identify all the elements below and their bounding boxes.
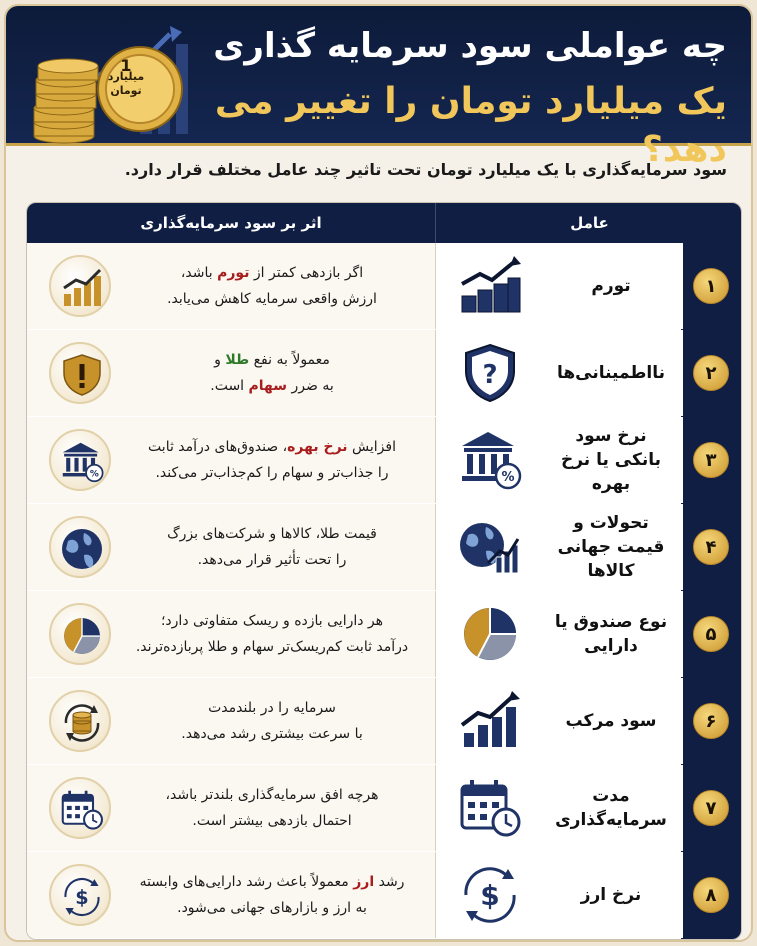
factor-name: مدت سرمایه‌گذاری xyxy=(555,786,667,830)
row-number-badge: ۱ xyxy=(693,268,729,304)
effect-highlight: طلا xyxy=(225,352,250,368)
factor-cell xyxy=(435,243,683,329)
factor-cell xyxy=(435,765,683,851)
effect-text xyxy=(127,852,417,938)
effect-text-segment: معمولاً به نفع xyxy=(249,352,330,368)
effect-cell xyxy=(27,330,435,416)
effect-line1 xyxy=(161,608,383,634)
effect-cell xyxy=(27,765,435,851)
effect-text xyxy=(127,330,417,416)
factor-name: تورم xyxy=(591,276,631,296)
effect-line1 xyxy=(208,695,336,721)
effect-text xyxy=(127,504,417,590)
effect-line2 xyxy=(155,460,388,486)
effect-text-segment: را تحت تأثیر قرار می‌دهد. xyxy=(197,552,347,568)
effect-line2 xyxy=(198,547,347,573)
infographic-frame xyxy=(4,4,753,942)
effect-cell xyxy=(27,852,435,938)
svg-text:$: $ xyxy=(480,879,500,912)
effect-highlight: ارز xyxy=(353,874,375,890)
effect-line2 xyxy=(167,286,377,312)
coin-label: میلیارد تومان xyxy=(107,70,145,97)
effect-text-segment: هرچه افق سرمایه‌گذاری بلندتر باشد، xyxy=(165,787,379,803)
factor-cell xyxy=(435,504,683,590)
row-number-badge: ۶ xyxy=(693,703,729,739)
effect-line2 xyxy=(192,808,351,834)
effect-text xyxy=(127,417,417,503)
effect-text-segment: با سرعت بیشتری رشد می‌دهد. xyxy=(181,726,363,742)
table-row xyxy=(27,591,683,677)
title-line-1: چه عواملی سود سرمایه گذاری xyxy=(213,26,727,66)
effect-text-segment: درآمد ثابت کم‌ریسک‌تر سهام و طلا پربازده‌ترند. xyxy=(135,639,409,655)
effect-text xyxy=(127,678,417,764)
table-row xyxy=(27,243,683,329)
effect-text xyxy=(127,765,417,851)
effect-text-segment: ، صندوق‌های درآمد ثابت xyxy=(148,439,288,455)
table-row xyxy=(27,678,683,764)
bar-chart-icon xyxy=(49,255,111,317)
effect-highlight: سهام xyxy=(248,378,288,394)
effect-text-segment: رشد xyxy=(374,874,405,890)
effect-text-segment: اگر بازدهی کمتر از xyxy=(249,265,364,281)
bank-percent-icon xyxy=(49,429,111,491)
factor-cell xyxy=(435,852,683,938)
effect-line1 xyxy=(140,869,405,895)
effect-line2 xyxy=(136,634,408,660)
coin-number: 1 xyxy=(120,56,132,75)
intro-text: سود سرمایه‌گذاری با یک میلیارد تومان تحت تاثیر چند عامل مختلف قرار دارد. xyxy=(124,160,727,179)
factor-name: نرخ سود بانکی یا نرخ بهره xyxy=(560,426,662,494)
effect-text-segment: را جذاب‌تر و سهام را کم‌جذاب‌تر می‌کند. xyxy=(155,465,389,481)
effect-text-segment: باشد، xyxy=(180,265,218,281)
effect-text-segment: است. xyxy=(210,378,249,394)
number-column xyxy=(681,243,741,940)
effect-line1 xyxy=(165,782,378,808)
column-header-effect: اثر بر سود سرمایه‌گذاری xyxy=(140,214,322,232)
factors-table xyxy=(26,202,742,940)
effect-cell xyxy=(27,504,435,590)
coins-growth-icon xyxy=(458,256,522,316)
title-line-2: یک میلیارد تومان را تغییر می دهد؟ xyxy=(214,81,727,170)
effect-line1 xyxy=(167,521,377,547)
factor-cell xyxy=(435,417,683,503)
effect-text-segment: معمولاً باعث رشد دارایی‌های وابسته xyxy=(139,874,354,890)
effect-line1 xyxy=(214,347,330,373)
table-row xyxy=(27,504,683,590)
shield-alert-icon xyxy=(49,342,111,404)
factor-cell xyxy=(435,591,683,677)
effect-line2 xyxy=(210,373,334,399)
effect-highlight: تورم xyxy=(217,265,250,281)
effect-line2 xyxy=(177,895,367,921)
calendar-clock-icon xyxy=(49,777,111,839)
effect-cell xyxy=(27,243,435,329)
effect-cell xyxy=(27,591,435,677)
row-number-badge: ۸ xyxy=(693,877,729,913)
pie-chart-icon xyxy=(49,603,111,665)
effect-line1 xyxy=(181,260,363,286)
effect-text-segment: ارزش واقعی سرمایه کاهش می‌یابد. xyxy=(167,291,377,307)
pie-chart-icon xyxy=(458,604,522,664)
factor-name: سود مرکب xyxy=(565,711,657,731)
svg-text:%: % xyxy=(501,470,515,485)
table-row xyxy=(27,417,683,503)
effect-text xyxy=(127,243,417,329)
factor-cell xyxy=(435,330,683,416)
effect-text-segment: به ضرر xyxy=(287,378,334,394)
effect-text xyxy=(127,591,417,677)
table-row xyxy=(27,330,683,416)
dollar-cycle-icon xyxy=(458,865,522,925)
effect-text-segment: افزایش xyxy=(347,439,396,455)
effect-highlight: نرخ بهره xyxy=(287,439,348,455)
svg-text:$: $ xyxy=(75,885,89,909)
effect-cell xyxy=(27,417,435,503)
factor-name: نرخ ارز xyxy=(580,885,642,905)
effect-text-segment: و xyxy=(214,352,226,368)
svg-text:%: % xyxy=(89,469,99,480)
effect-line2 xyxy=(181,721,362,747)
row-number-badge: ۳ xyxy=(693,442,729,478)
factor-name: نوع صندوق یا دارایی xyxy=(554,612,668,656)
effect-text-segment: احتمال بازدهی بیشتر است. xyxy=(192,813,352,829)
factor-name: تحولات و قیمت جهانی کالاها xyxy=(557,513,665,581)
dollar-cycle-icon xyxy=(49,864,111,926)
factor-name: نااطمینانی‌ها xyxy=(556,363,666,383)
table-row xyxy=(27,765,683,851)
effect-text-segment: سرمایه را در بلندمدت xyxy=(208,700,336,716)
effect-line1 xyxy=(148,434,396,460)
row-number-badge: ۷ xyxy=(693,790,729,826)
bank-percent-icon xyxy=(458,430,522,490)
factor-cell xyxy=(435,678,683,764)
effect-cell xyxy=(27,678,435,764)
coins-cycle-icon xyxy=(49,690,111,752)
calendar-clock-icon xyxy=(458,778,522,838)
globe-chart-icon xyxy=(458,517,522,577)
effect-text-segment: قیمت طلا، کالاها و شرکت‌های بزرگ xyxy=(167,526,377,542)
globe-icon xyxy=(49,516,111,578)
table-row xyxy=(27,852,683,938)
row-number-badge: ۲ xyxy=(693,355,729,391)
shield-question-icon xyxy=(458,343,522,403)
row-number-badge: ۴ xyxy=(693,529,729,565)
row-number-badge: ۵ xyxy=(693,616,729,652)
growth-bars-icon xyxy=(458,691,522,751)
effect-text-segment: به ارز و بازارهای جهانی می‌شود. xyxy=(177,900,367,916)
column-header-factor: عامل xyxy=(435,203,742,243)
svg-text:?: ? xyxy=(482,360,498,390)
effect-text-segment: هر دارایی بازده و ریسک متفاوتی دارد؛ xyxy=(160,613,384,629)
table-header xyxy=(27,203,742,243)
